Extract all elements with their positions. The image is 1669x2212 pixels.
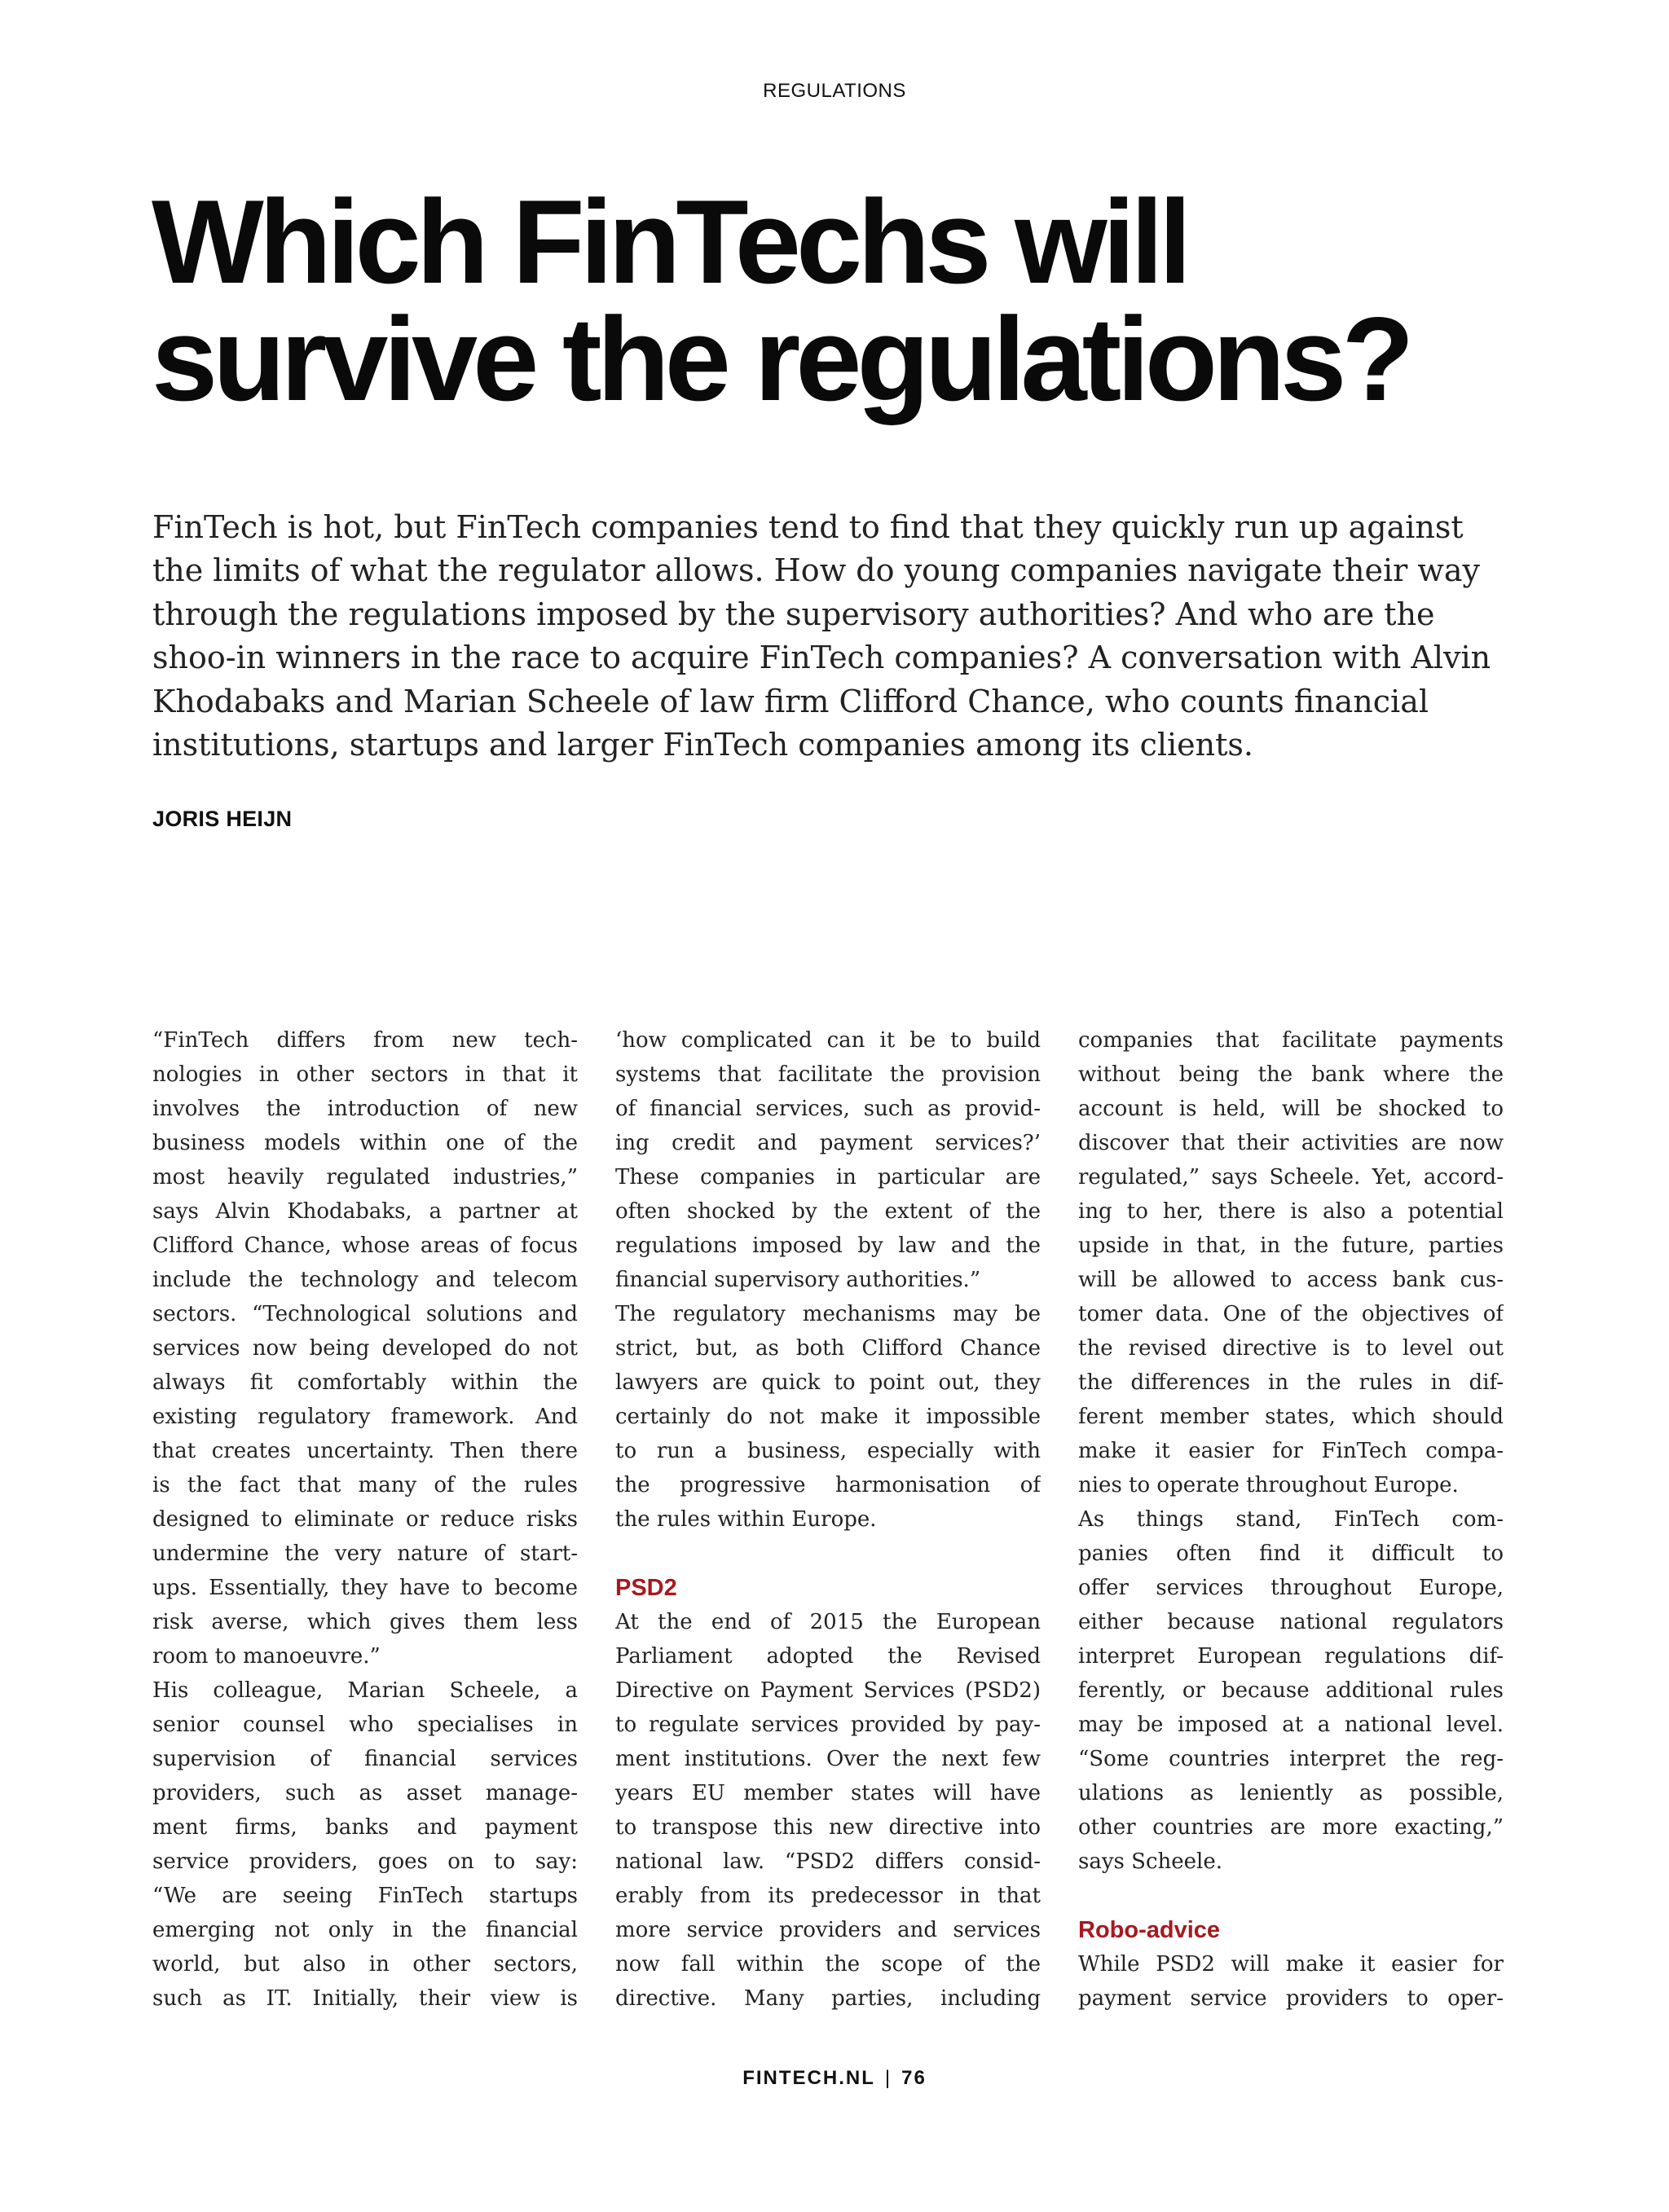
body-text-line: “FinTech differs from new tech- (152, 1028, 578, 1053)
body-text-line: These companies in particular are (615, 1165, 1041, 1190)
body-text-line: the revised directive is to level out (1078, 1336, 1504, 1361)
body-text-line: always fit comfortably within the (152, 1370, 578, 1395)
section-subheading: PSD2 (615, 1575, 677, 1601)
intro-paragraph (152, 506, 1521, 767)
body-text-line: other countries are more exacting,” (1078, 1815, 1504, 1840)
body-text-line: “Some countries interpret the reg- (1078, 1747, 1504, 1771)
body-text-line: existing regulatory framework. And (152, 1405, 578, 1429)
footer-separator: | (884, 2067, 892, 2089)
intro-line: Khodabaks and Marian Scheele of law firm Clifford Chance, who counts financial (152, 683, 1429, 719)
body-column-1 (152, 1023, 578, 2016)
body-text-line: tomer data. One of the objectives of (1078, 1302, 1504, 1326)
body-text-line: senior counsel who specialises in (152, 1713, 578, 1737)
body-text-line: the rules within Europe. (615, 1507, 877, 1532)
body-text-line: supervision of financial services (152, 1747, 578, 1771)
body-text-line: upside in that, in the future, parties (1078, 1234, 1504, 1258)
intro-line: through the regulations imposed by the supervisory authorities? And who are the (152, 596, 1435, 632)
body-text-line: is the fact that many of the rules (152, 1473, 578, 1497)
body-text-line: erably from its predecessor in that (615, 1884, 1041, 1908)
body-text-line: ups. Essentially, they have to become (152, 1576, 578, 1600)
body-column-3 (1078, 1023, 1504, 2016)
body-text-line: that creates uncertainty. Then there (152, 1439, 578, 1463)
body-text-line: companies that facilitate payments (1078, 1028, 1504, 1053)
body-text-line: to transpose this new directive into (615, 1815, 1041, 1840)
body-text-line: ‘how complicated can it be to build (615, 1028, 1041, 1053)
body-text-line: The regulatory mechanisms may be (615, 1302, 1041, 1326)
body-text-line: sectors. “Technological solutions and (152, 1302, 578, 1326)
body-text-line: service providers, goes on to say: (152, 1849, 578, 1874)
body-text-line: such as IT. Initially, their view is (152, 1986, 578, 2011)
body-text-line: systems that facilitate the provision (615, 1062, 1041, 1087)
body-text-line: national law. “PSD2 differs consid- (615, 1849, 1041, 1874)
section-label: REGULATIONS (763, 80, 906, 102)
body-text-line: payment service providers to oper- (1078, 1986, 1504, 2011)
body-text-line: include the technology and telecom (152, 1268, 578, 1292)
page-number: 76 (901, 2067, 927, 2089)
intro-line: the limits of what the regulator allows. How do young companies navigate their way (152, 552, 1480, 589)
body-text-line: will be allowed to access bank cus- (1078, 1268, 1504, 1292)
body-text-line: world, but also in other sectors, (152, 1952, 578, 1977)
body-text-line: without being the bank where the (1078, 1062, 1504, 1087)
body-text-line: says Scheele. (1078, 1849, 1222, 1874)
body-text-line: regulated,” says Scheele. Yet, accord- (1078, 1165, 1504, 1190)
body-text-line: the differences in the rules in dif- (1078, 1370, 1504, 1395)
body-text-line: discover that their activities are now (1078, 1131, 1504, 1155)
headline-line-1: Which FinTechs will (152, 175, 1187, 308)
body-text-line: ment institutions. Over the next few (615, 1747, 1041, 1771)
body-text-line: most heavily regulated industries,” (152, 1165, 578, 1190)
body-text-line: Directive on Payment Services (PSD2) (615, 1678, 1041, 1703)
intro-line: FinTech is hot, but FinTech companies tend to find that they quickly run up against (152, 509, 1464, 545)
body-text-line: financial supervisory authorities.” (615, 1268, 981, 1292)
body-text-line: While PSD2 will make it easier for (1078, 1952, 1504, 1977)
body-text-line: nies to operate throughout Europe. (1078, 1473, 1459, 1497)
body-text-line: Clifford Chance, whose areas of focus (152, 1234, 578, 1258)
body-text-line: says Alvin Khodabaks, a partner at (152, 1199, 578, 1224)
body-text-line: emerging not only in the financial (152, 1918, 578, 1942)
body-text-line: ferently, or because additional rules (1078, 1678, 1504, 1703)
body-text-line: business models within one of the (152, 1131, 578, 1155)
body-text-line: regulations imposed by law and the (615, 1234, 1041, 1258)
body-column-2 (615, 1023, 1041, 2016)
body-text-line: interpret European regulations dif- (1078, 1644, 1504, 1669)
body-text-line: the progressive harmonisation of (615, 1473, 1041, 1497)
body-text-line: ulations as leniently as possible, (1078, 1781, 1504, 1805)
body-text-line: ing to her, there is also a potential (1078, 1199, 1504, 1224)
body-text-line: lawyers are quick to point out, they (615, 1370, 1041, 1395)
body-text-line: services now being developed do not (152, 1336, 578, 1361)
body-text-line: account is held, will be shocked to (1078, 1097, 1504, 1121)
body-text-line: ment firms, banks and payment (152, 1815, 578, 1840)
body-text-line: make it easier for FinTech compa- (1078, 1439, 1504, 1463)
body-text-line: panies often find it difficult to (1078, 1541, 1504, 1566)
body-text-line: now fall within the scope of the (615, 1952, 1041, 1977)
body-text-line: room to manoeuvre.” (152, 1644, 381, 1669)
body-text-line: directive. Many parties, including (615, 1986, 1041, 2011)
body-text-line: undermine the very nature of start- (152, 1541, 578, 1566)
footer-publication: FINTECH.NL (742, 2067, 875, 2089)
body-text-line: offer services throughout Europe, (1078, 1576, 1504, 1600)
body-text-line: may be imposed at a national level. (1078, 1713, 1504, 1737)
body-text-line: years EU member states will have (615, 1781, 1041, 1805)
page-footer (0, 2067, 1669, 2090)
intro-line: shoo-in winners in the race to acquire FinTech companies? A conversation with Alvin (152, 640, 1491, 676)
author-byline: JORIS HEIJN (152, 807, 293, 831)
intro-line: institutions, startups and larger FinTech companies among its clients. (152, 727, 1253, 763)
body-text-line: risk averse, which gives them less (152, 1610, 578, 1634)
body-text-line: certainly do not make it impossible (615, 1405, 1041, 1429)
headline (152, 175, 1537, 425)
paragraph-gap (615, 1537, 1041, 1571)
paragraph-gap (1078, 1879, 1504, 1913)
body-text-line: ing credit and payment services?’ (615, 1131, 1041, 1155)
body-text-line: strict, but, as both Clifford Chance (615, 1336, 1041, 1361)
body-text-line: His colleague, Marian Scheele, a (152, 1678, 578, 1703)
headline-line-2: survive the regulations? (152, 292, 1410, 425)
body-text-line: As things stand, FinTech com- (1078, 1507, 1504, 1532)
body-text-line: either because national regulators (1078, 1610, 1504, 1634)
section-subheading: Robo-advice (1078, 1917, 1221, 1943)
body-text-line: designed to eliminate or reduce risks (152, 1507, 578, 1532)
body-text-line: ferent member states, which should (1078, 1405, 1504, 1429)
body-text-line: nologies in other sectors in that it (152, 1062, 578, 1087)
body-text-line: to regulate services provided by pay- (615, 1713, 1041, 1737)
body-text-line: of financial services, such as provid- (615, 1097, 1041, 1121)
body-text-line: “We are seeing FinTech startups (152, 1884, 578, 1908)
body-text-line: Parliament adopted the Revised (615, 1644, 1041, 1669)
body-text-line: more service providers and services (615, 1918, 1041, 1942)
body-text-line: to run a business, especially with (615, 1439, 1041, 1463)
body-text-line: providers, such as asset manage- (152, 1781, 578, 1805)
body-text-line: involves the introduction of new (152, 1097, 578, 1121)
body-text-line: often shocked by the extent of the (615, 1199, 1041, 1224)
body-text-line: At the end of 2015 the European (615, 1610, 1041, 1634)
